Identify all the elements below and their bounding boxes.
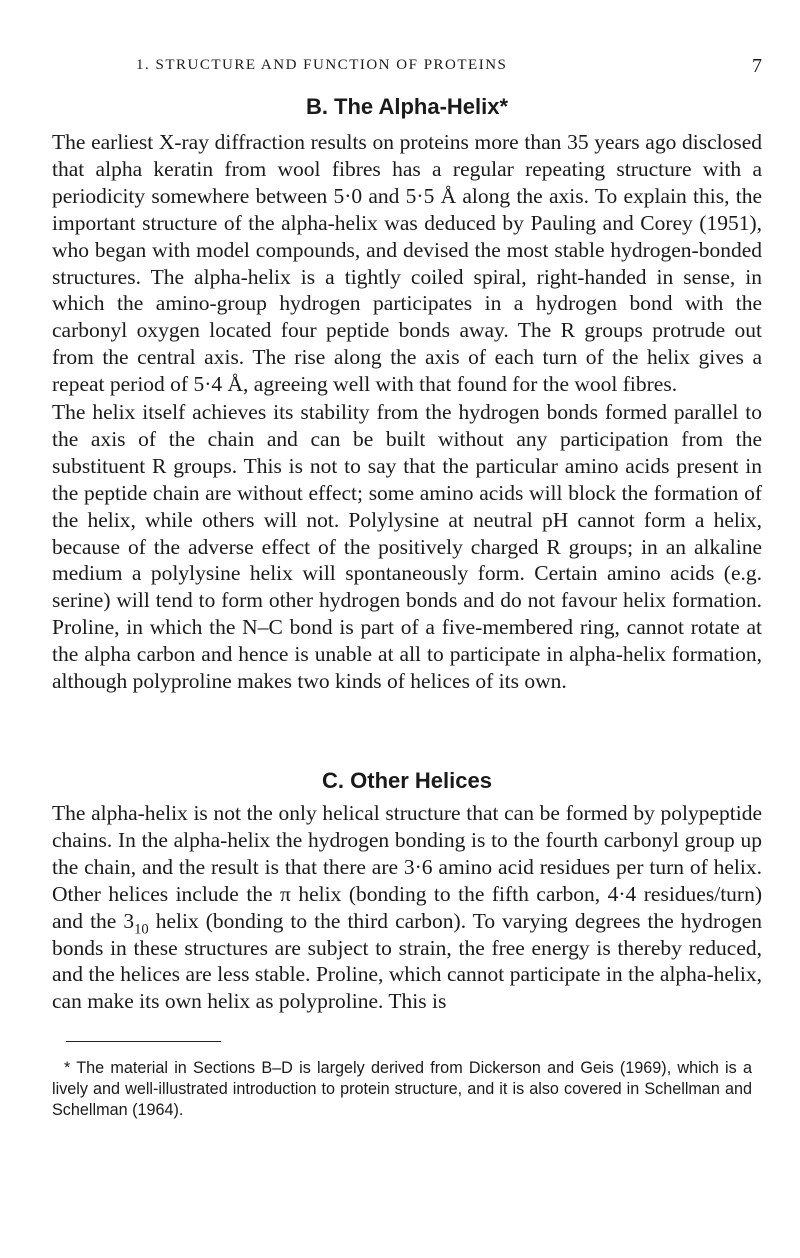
section-c-text-part-1: The alpha-helix is not the only helical structure that can be formed by polypeptide chains. In the alpha-helix the hydrogen bonding is to the fourth carbonyl group up the chain, and the result is that there are 3·6 amino acid residues per turn of helix. Other helices include the π helix (bonding to the fifth carbon, 4·4 residues/turn) and the 3 <box>52 801 762 933</box>
section-c-paragraph-1 <box>52 800 762 1015</box>
running-head <box>52 57 762 81</box>
section-b-heading: B. The Alpha-Helix* <box>305 94 509 119</box>
section-b-paragraph-2: The helix itself achieves its stability from the hydrogen bonds formed parallel to the axis of the chain and can be built without any participation from the substituent R groups. This is not to say that the particular amino acids present in the peptide chain are without effect; some amino acids will block the formation of the helix, while others will not. Polylysine at neutral pH cannot form a helix, because of the adverse effect of the positively charged R groups; in an alkaline medium a polylysine helix will spontaneously form. Certain amino acids (e.g. serine) will tend to form other hydrogen bonds and do not favour helix formation. Proline, in which the N–C bond is part of a five-membered ring, cannot rotate at the alpha carbon and hence is unable at all to participate in alpha-helix formation, although polyproline makes two kinds of helices of its own. <box>52 400 762 694</box>
helix-subscript: 10 <box>134 920 149 937</box>
page-number: 7 <box>752 55 762 77</box>
footnote: * The material in Sections B–D is largely derived from Dickerson and Geis (1969), which is a lively and well-illustrated introduction to protein structure, and it is also covered in Schellman and Schellman (1964). <box>52 1059 752 1119</box>
footnote-rule <box>66 1041 221 1042</box>
chapter-title: 1. STRUCTURE AND FUNCTION OF PROTEINS <box>136 57 508 73</box>
section-c-text-part-2: helix (bonding to the third carbon). To varying degrees the hydrogen bonds in these structures are subject to strain, the free energy is thereby reduced, and the helices are less stable. Proline, which cannot participate in the alpha-helix, can make its own helix as polyproline. This is <box>52 908 762 1014</box>
section-b-paragraph-1: The earliest X-ray diffraction results on proteins more than 35 years ago disclosed that alpha keratin from wool fibres has a regular repeating structure with a periodicity somewhere between 5·0 and 5·5 Å along the axis. To explain this, the important structure of the alpha-helix was deduced by Pauling and Corey (1951), who began with model compounds, and devised the most stable hydrogen-bonded structures. The alpha-helix is a tightly coiled spiral, right-handed in sense, in which the amino-group hydrogen participates in a hydrogen bond with the carbonyl oxygen located four peptide bonds away. The R groups protrude out from the central axis. The rise along the axis of each turn of the helix gives a repeat period of 5·4 Å, agreeing well with that found for the wool fibres. <box>52 130 762 397</box>
section-c-heading: C. Other Helices <box>322 768 492 793</box>
